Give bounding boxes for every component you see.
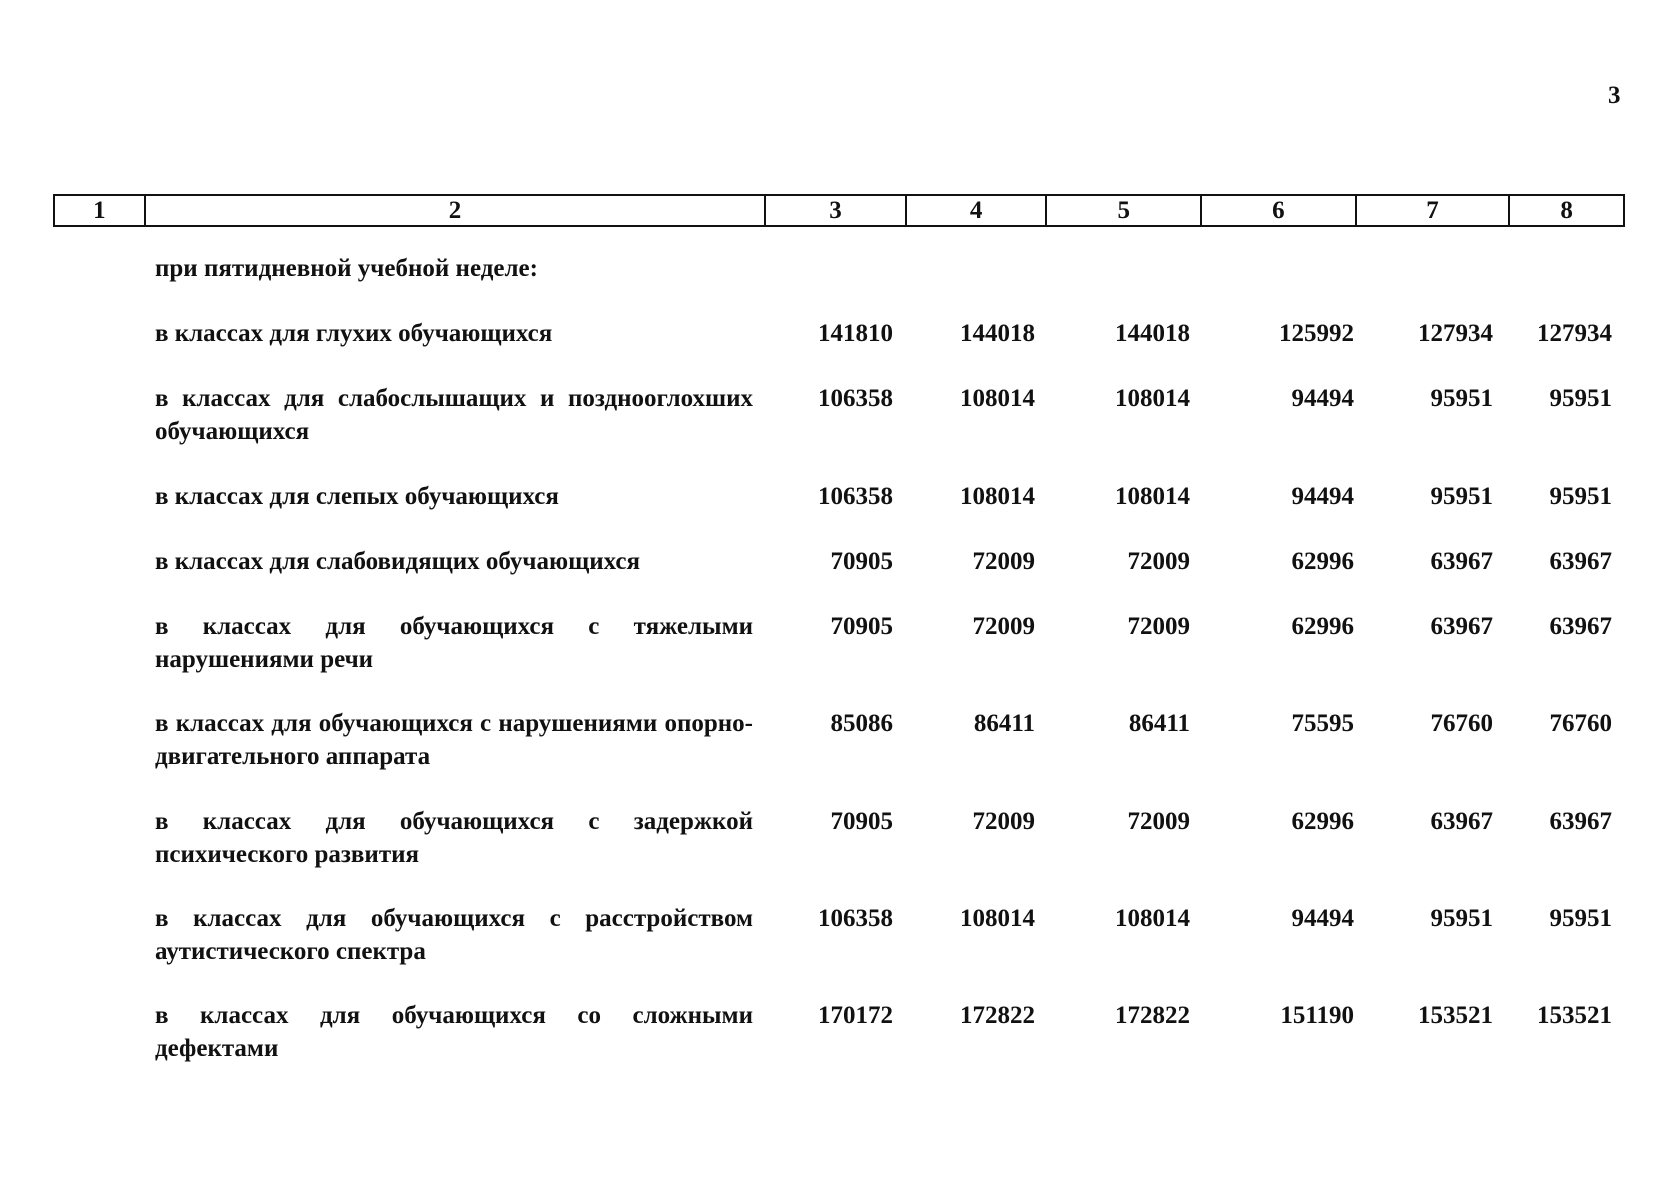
column-number-header [53,194,1625,227]
cell-col-4: 86411 [973,710,1035,737]
cell-col-4: 72009 [972,808,1035,835]
row-label: в классах для обучающихся с задержкой психического развития [155,808,753,868]
row-label: в классах для обучающихся со сложными дефектами [155,1002,753,1062]
row-label: в классах для слабовидящих обучающихся [155,548,641,575]
cell-col-8: 63967 [1549,613,1612,640]
cell-col-3: 85086 [830,710,893,737]
column-number-8: 8 [1560,197,1573,224]
cell-col-8: 153521 [1537,1002,1612,1029]
cell-col-5: 72009 [1127,808,1190,835]
cell-col-7: 153521 [1418,1002,1493,1029]
row-label: в классах для глухих обучающихся [155,320,553,347]
cell-col-4: 108014 [960,385,1035,412]
cell-col-5: 86411 [1128,710,1190,737]
column-number-1: 1 [55,196,146,225]
column-number-4: 4 [907,196,1048,225]
page-number: 3 [1608,82,1621,109]
cell-col-8: 63967 [1549,548,1612,575]
cell-col-5: 108014 [1115,385,1190,412]
cell-col-3: 141810 [818,320,893,347]
cell-col-7: 63967 [1430,548,1493,575]
cell-col-6: 94494 [1291,483,1354,510]
cell-col-4: 72009 [972,548,1035,575]
cell-col-4: 108014 [960,905,1035,932]
cell-col-3: 70905 [830,808,893,835]
cell-col-7: 63967 [1430,808,1493,835]
column-number-3: 3 [766,196,907,225]
cell-col-6: 62996 [1291,548,1354,575]
cell-col-4: 172822 [960,1002,1035,1029]
cell-col-8: 95951 [1549,905,1612,932]
cell-col-7: 95951 [1430,385,1493,412]
cell-col-5: 72009 [1127,548,1190,575]
cell-col-4: 72009 [972,613,1035,640]
cell-col-6: 125992 [1279,320,1354,347]
cell-col-3: 70905 [830,548,893,575]
column-number-5: 5 [1047,196,1202,225]
cell-col-8: 63967 [1549,808,1612,835]
cell-col-7: 127934 [1418,320,1493,347]
cell-col-6: 62996 [1291,808,1354,835]
cell-col-3: 170172 [818,1002,893,1029]
column-number-6: 6 [1202,196,1357,225]
cell-col-3: 106358 [818,905,893,932]
cell-col-8: 76760 [1549,710,1612,737]
section-title: при пятидневной учебной неделе: [155,255,538,282]
cell-col-6: 62996 [1291,613,1354,640]
row-label: в классах для обучающихся с нарушениями опорно-двигательного аппарата [155,710,753,770]
cell-col-7: 95951 [1430,483,1493,510]
row-label: в классах для слабослышащих и позднооглохших обучающихся [155,385,753,445]
cell-col-8: 127934 [1537,320,1612,347]
cell-col-6: 94494 [1291,905,1354,932]
cell-col-8: 95951 [1549,483,1612,510]
cell-col-4: 144018 [960,320,1035,347]
column-number-2: 2 [146,196,766,225]
cell-col-8: 95951 [1549,385,1612,412]
cell-col-6: 94494 [1291,385,1354,412]
cell-col-3: 106358 [818,483,893,510]
row-label: в классах для обучающихся с расстройством аутистического спектра [155,905,753,965]
row-label: в классах для обучающихся с тяжелыми нарушениями речи [155,613,753,673]
cell-col-4: 108014 [960,483,1035,510]
cell-col-7: 63967 [1430,613,1493,640]
cell-col-5: 108014 [1115,905,1190,932]
row-label: в классах для слепых обучающихся [155,483,559,510]
cell-col-3: 70905 [830,613,893,640]
cell-col-5: 144018 [1115,320,1190,347]
cell-col-5: 108014 [1115,483,1190,510]
column-number-7: 7 [1357,196,1511,225]
cell-col-7: 76760 [1430,710,1493,737]
cell-col-5: 172822 [1115,1002,1190,1029]
cell-col-6: 75595 [1291,710,1354,737]
cell-col-3: 106358 [818,385,893,412]
cell-col-5: 72009 [1127,613,1190,640]
cell-col-6: 151190 [1280,1002,1354,1029]
cell-col-7: 95951 [1430,905,1493,932]
